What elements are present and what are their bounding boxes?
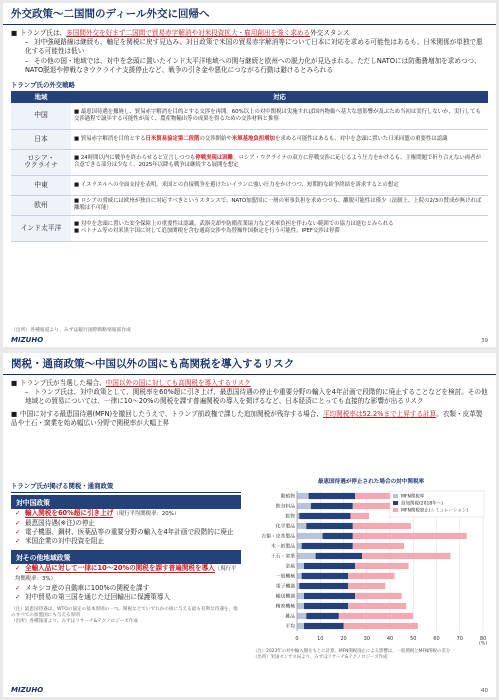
x-tick-label: 20 bbox=[340, 636, 347, 642]
bar-segment bbox=[304, 593, 355, 599]
legend-label: MFN関税廃止(シミュレーション) bbox=[401, 508, 469, 514]
china-policy-header: 対中国政策 bbox=[11, 495, 241, 509]
tariff-chart-panel bbox=[253, 477, 489, 661]
other-policy-header: 対その他地域政策 bbox=[11, 550, 241, 564]
slide2-bullet-2: ■ 中国に対する最恵国待遇(MFN)を撤回したうえで、トランプ前政権で課した追加関税が残存する場合、平均関税率は52.2%まで上昇する計算。衣類・皮革製品や土石・窯業を始め幅広い分野で関税率が大幅上昇 bbox=[11, 409, 483, 427]
tariff-bar-chart bbox=[253, 487, 489, 645]
slide2-bullet-1: ■ トランプ氏が当選した場合、中国以外の国に対しても高関税を導入するリスク bbox=[11, 379, 251, 387]
slide1-sub-2: – その他の国・地域では、対中を念頭に置いたインド太平洋地域への関与継続と欧州への脱力化が見込まれる。ただしNATOには防衛費増加を求めつつ、NATO脱退や停戦なきウクライナ支援停止など、戦争の引き金や悪化につながる行動は避けるとみられる bbox=[25, 56, 481, 74]
category-label: 飲食料品 bbox=[275, 504, 295, 510]
table-label: トランプ氏の外交戦略 bbox=[11, 81, 75, 90]
x-unit-label: (%) bbox=[479, 641, 487, 645]
category-label: 金属 bbox=[285, 564, 295, 570]
category-label: 平均 bbox=[285, 624, 295, 630]
slide2-title: 関税・通商政策～中国以外の国にも高関税を導入するリスク bbox=[3, 353, 496, 375]
chart-source: （出所）米国センサス局より、みずほリサーチ&テクノロジーズ作成 bbox=[253, 654, 388, 660]
bar-segment bbox=[297, 523, 306, 529]
list-item: ✓ 電子機器、鋼材、医薬品等の重要分野の輸入を4年計画で段階的に廃止 bbox=[15, 528, 234, 536]
bar-segment bbox=[306, 613, 339, 619]
tariff-policy-panel bbox=[11, 477, 241, 625]
bar-segment bbox=[299, 513, 350, 519]
slide1-title: 外交政策～二国間のディール外交に回帰へ bbox=[3, 3, 496, 25]
bar-segment bbox=[297, 603, 304, 609]
category-label: 鉱物 bbox=[285, 514, 295, 520]
legend-label: MFN関税率 bbox=[401, 494, 425, 500]
bar-segment bbox=[344, 623, 418, 629]
x-tick-label: 80 bbox=[479, 636, 487, 642]
x-tick-label: 50 bbox=[410, 636, 417, 642]
bar-segment bbox=[302, 573, 349, 579]
category-label: 一般機械 bbox=[275, 574, 295, 580]
mizuho-logo: MIZUHO bbox=[11, 336, 44, 344]
bar-segment bbox=[348, 573, 395, 579]
bar-segment bbox=[350, 513, 369, 519]
table-row: 中東 ■ イスラエルへの全面支持を表明。米国との直接戦争を避けたいイランに強い圧力をかけつつ、短期的な紛争終結を訴求するとの想定 bbox=[11, 175, 488, 195]
category-label: 精密機械 bbox=[275, 604, 295, 610]
table-row: 中国 ■ 最恵国待遇を撤廃し、貿易赤字解消を目的とする交渉を再開。60%以上の対中関税は実施すれば国内物価へ基大な悪影響が及ぶため当初は実行しないか、実行しても交渉過程で譲歩する可能性が高く、農産物輸出等の成果を得るための交渉材料と推察 bbox=[11, 103, 488, 129]
slide1-source: （出所）各種報道より、みずほ銀行国際戦略情報部作成 bbox=[11, 328, 131, 333]
slide-tariff-policy bbox=[3, 353, 496, 697]
x-tick-label: 0 bbox=[295, 636, 299, 642]
bar-segment bbox=[297, 613, 306, 619]
mizuho-logo: MIZUHO bbox=[11, 686, 44, 694]
bar-segment bbox=[339, 613, 413, 619]
list-item: ✓ 米国企業の対中投資を阻止 bbox=[15, 537, 105, 545]
x-tick-label: 60 bbox=[433, 636, 440, 642]
bar-segment bbox=[297, 503, 311, 509]
bar-segment bbox=[297, 533, 323, 539]
legend-swatch bbox=[393, 508, 398, 512]
slide1-sub-1: – 対中強硬路線は継続も、軸足を関税に戻す見込み。対日政策で米国の貿易赤字解消等について日本に対応を求める可能性はあるも、日米関係が単独で悪化する可能性は低い bbox=[25, 38, 483, 56]
th-region: 地域 bbox=[11, 91, 71, 103]
table-row: 日本 ■ 貿易赤字解消を目的とする日米貿易協定第二段階の交渉開始や米軍基地負担増加を求める可能性はあるも、対中を念頭に置いた日米同盟の重要性は認識 bbox=[11, 129, 488, 149]
chart-title: 最恵国待遇が停止された場合の対中関税率 bbox=[317, 479, 425, 485]
left-caption: トランプ氏が掲げる関税・通商政策 bbox=[11, 479, 241, 493]
bar-segment bbox=[299, 583, 348, 589]
x-tick-label: 70 bbox=[456, 636, 463, 642]
category-label: 輸送機器 bbox=[275, 594, 295, 600]
category-label: 衣類・皮革製品 bbox=[261, 534, 295, 540]
list-item: ✓ 最恵国待遇(※注)の停止 bbox=[15, 519, 96, 527]
category-label: 木・紙製品 bbox=[271, 544, 295, 550]
bar-segment bbox=[302, 543, 353, 549]
bar-segment bbox=[323, 533, 353, 539]
bar-segment bbox=[353, 523, 411, 529]
legend-swatch bbox=[393, 501, 398, 505]
x-tick-label: 30 bbox=[363, 636, 370, 642]
bar-segment bbox=[297, 493, 309, 499]
bar-segment bbox=[304, 603, 348, 609]
category-label: 化学製品 bbox=[275, 524, 295, 530]
bar-segment bbox=[297, 583, 299, 589]
bar-segment bbox=[297, 593, 304, 599]
bar-segment bbox=[309, 493, 356, 499]
page-number: 39 bbox=[481, 338, 488, 344]
bar-segment bbox=[297, 543, 302, 549]
slide-foreign-policy bbox=[3, 3, 496, 347]
list-item: ✓ 対中貿易の第三国を通じた迂回輸出に保護策導入 bbox=[15, 593, 171, 601]
left-note: （注）最恵国待遇は、WTOの協定の基本原則の一つ。関税などでいずれかの国に与える最も有利な待遇を、他のすべての加盟国にも与える原則 bbox=[11, 607, 238, 618]
category-label: 雑品 bbox=[285, 614, 295, 620]
category-label: 動植物 bbox=[280, 494, 295, 500]
table-row: インド太平洋 ■ 対中を念頭に置いた安全保障上の重要性は認識。武器売却や防衛産業協力など米軍負担を伴わない範囲での協力は進むとみられる ■ ベトナム等の対米黒字国に対して追加関税を含む通商交渉や為替操作国指定を行う可能性。IPEF交渉は停滞 bbox=[11, 215, 488, 241]
slide2-sub-1: – トランプ氏は、対中政策として、関税率を60%超に引き上げ、最恵国待遇の停止や重要分野の輸入を4年計画で段階的に廃止することなどを検討。その他地域との貿易については、一律に10～20%の関税を課す普遍関税の導入を掲げるなど、日本経済にとっても直接的な影響が出るリスク bbox=[25, 388, 488, 406]
bar-segment bbox=[304, 623, 344, 629]
bar-segment bbox=[297, 563, 304, 569]
x-tick-label: 40 bbox=[386, 636, 394, 642]
bar-segment bbox=[353, 543, 404, 549]
left-source: （出所）各種報道より、みずほリサーチ&テクノロジーズ作成 bbox=[11, 619, 139, 624]
bar-segment bbox=[355, 563, 408, 569]
category-label: 土石・窯業 bbox=[271, 554, 295, 560]
bar-segment bbox=[304, 563, 355, 569]
bar-segment bbox=[297, 553, 316, 559]
foreign-policy-table bbox=[11, 91, 488, 242]
page-number: 40 bbox=[481, 688, 488, 694]
legend-swatch bbox=[393, 494, 398, 498]
slide1-bullet-1: ■ トランプ氏は、多国間外交を好まず二国間で貿易赤字解消や対米投資拡大・雇用創出を強く求める外交スタンス bbox=[11, 29, 350, 37]
list-item: ✓ 輸入関税を60%超に引き上げ（現行平均関税率：20%） bbox=[15, 509, 180, 517]
list-item: ✓ メキシコ産の自動車に100%の関税を課す bbox=[15, 584, 150, 592]
chart-note: （注）2023年の対中輸入額をもとに計算。MFN関税廃止による影響は、一般関税とMFN関税の差分 bbox=[253, 649, 451, 654]
bar-segment bbox=[316, 553, 363, 559]
bar-segment bbox=[348, 583, 385, 589]
bar-segment bbox=[348, 603, 406, 609]
th-response: 対応 bbox=[71, 91, 488, 103]
bar-segment bbox=[297, 573, 302, 579]
table-row: 欧州 ■ ロシアの脅威には欧州が独自に対応すべきというスタンスで、NATO加盟国に一層の軍事負担を求めつつも、離脱可能性は僅少（法制上、上院の2/3の賛成が無ければ離脱は不可能） bbox=[11, 195, 488, 215]
bar-segment bbox=[297, 623, 304, 629]
bar-segment bbox=[297, 513, 299, 519]
bar-segment bbox=[355, 593, 402, 599]
bar-segment bbox=[311, 503, 353, 509]
category-label: 電子機器 bbox=[275, 584, 295, 590]
table-row: ロシア・ ウクライナ ■ 24時間以内に戦争を終わらせると宣言しつつも停戦実現は困難。ロシア・ウクライナの双方に停戦交渉に応じるよう圧力をかけるも、主権問題で折り合えない両者が合意できる部分は少なく、2025年以降も戦争は継続する展開を想定 bbox=[11, 149, 488, 175]
bar-segment bbox=[362, 553, 450, 559]
legend-label: 追加関税(2018年～) bbox=[401, 501, 443, 507]
x-tick-label: 10 bbox=[317, 636, 324, 642]
list-item: ✓ 全輸入品に対して一律に10～20%の関税を課す普遍関税を導入（現行平均関税率：3%） bbox=[15, 564, 237, 582]
bar-segment bbox=[353, 533, 467, 539]
bar-segment bbox=[306, 523, 353, 529]
